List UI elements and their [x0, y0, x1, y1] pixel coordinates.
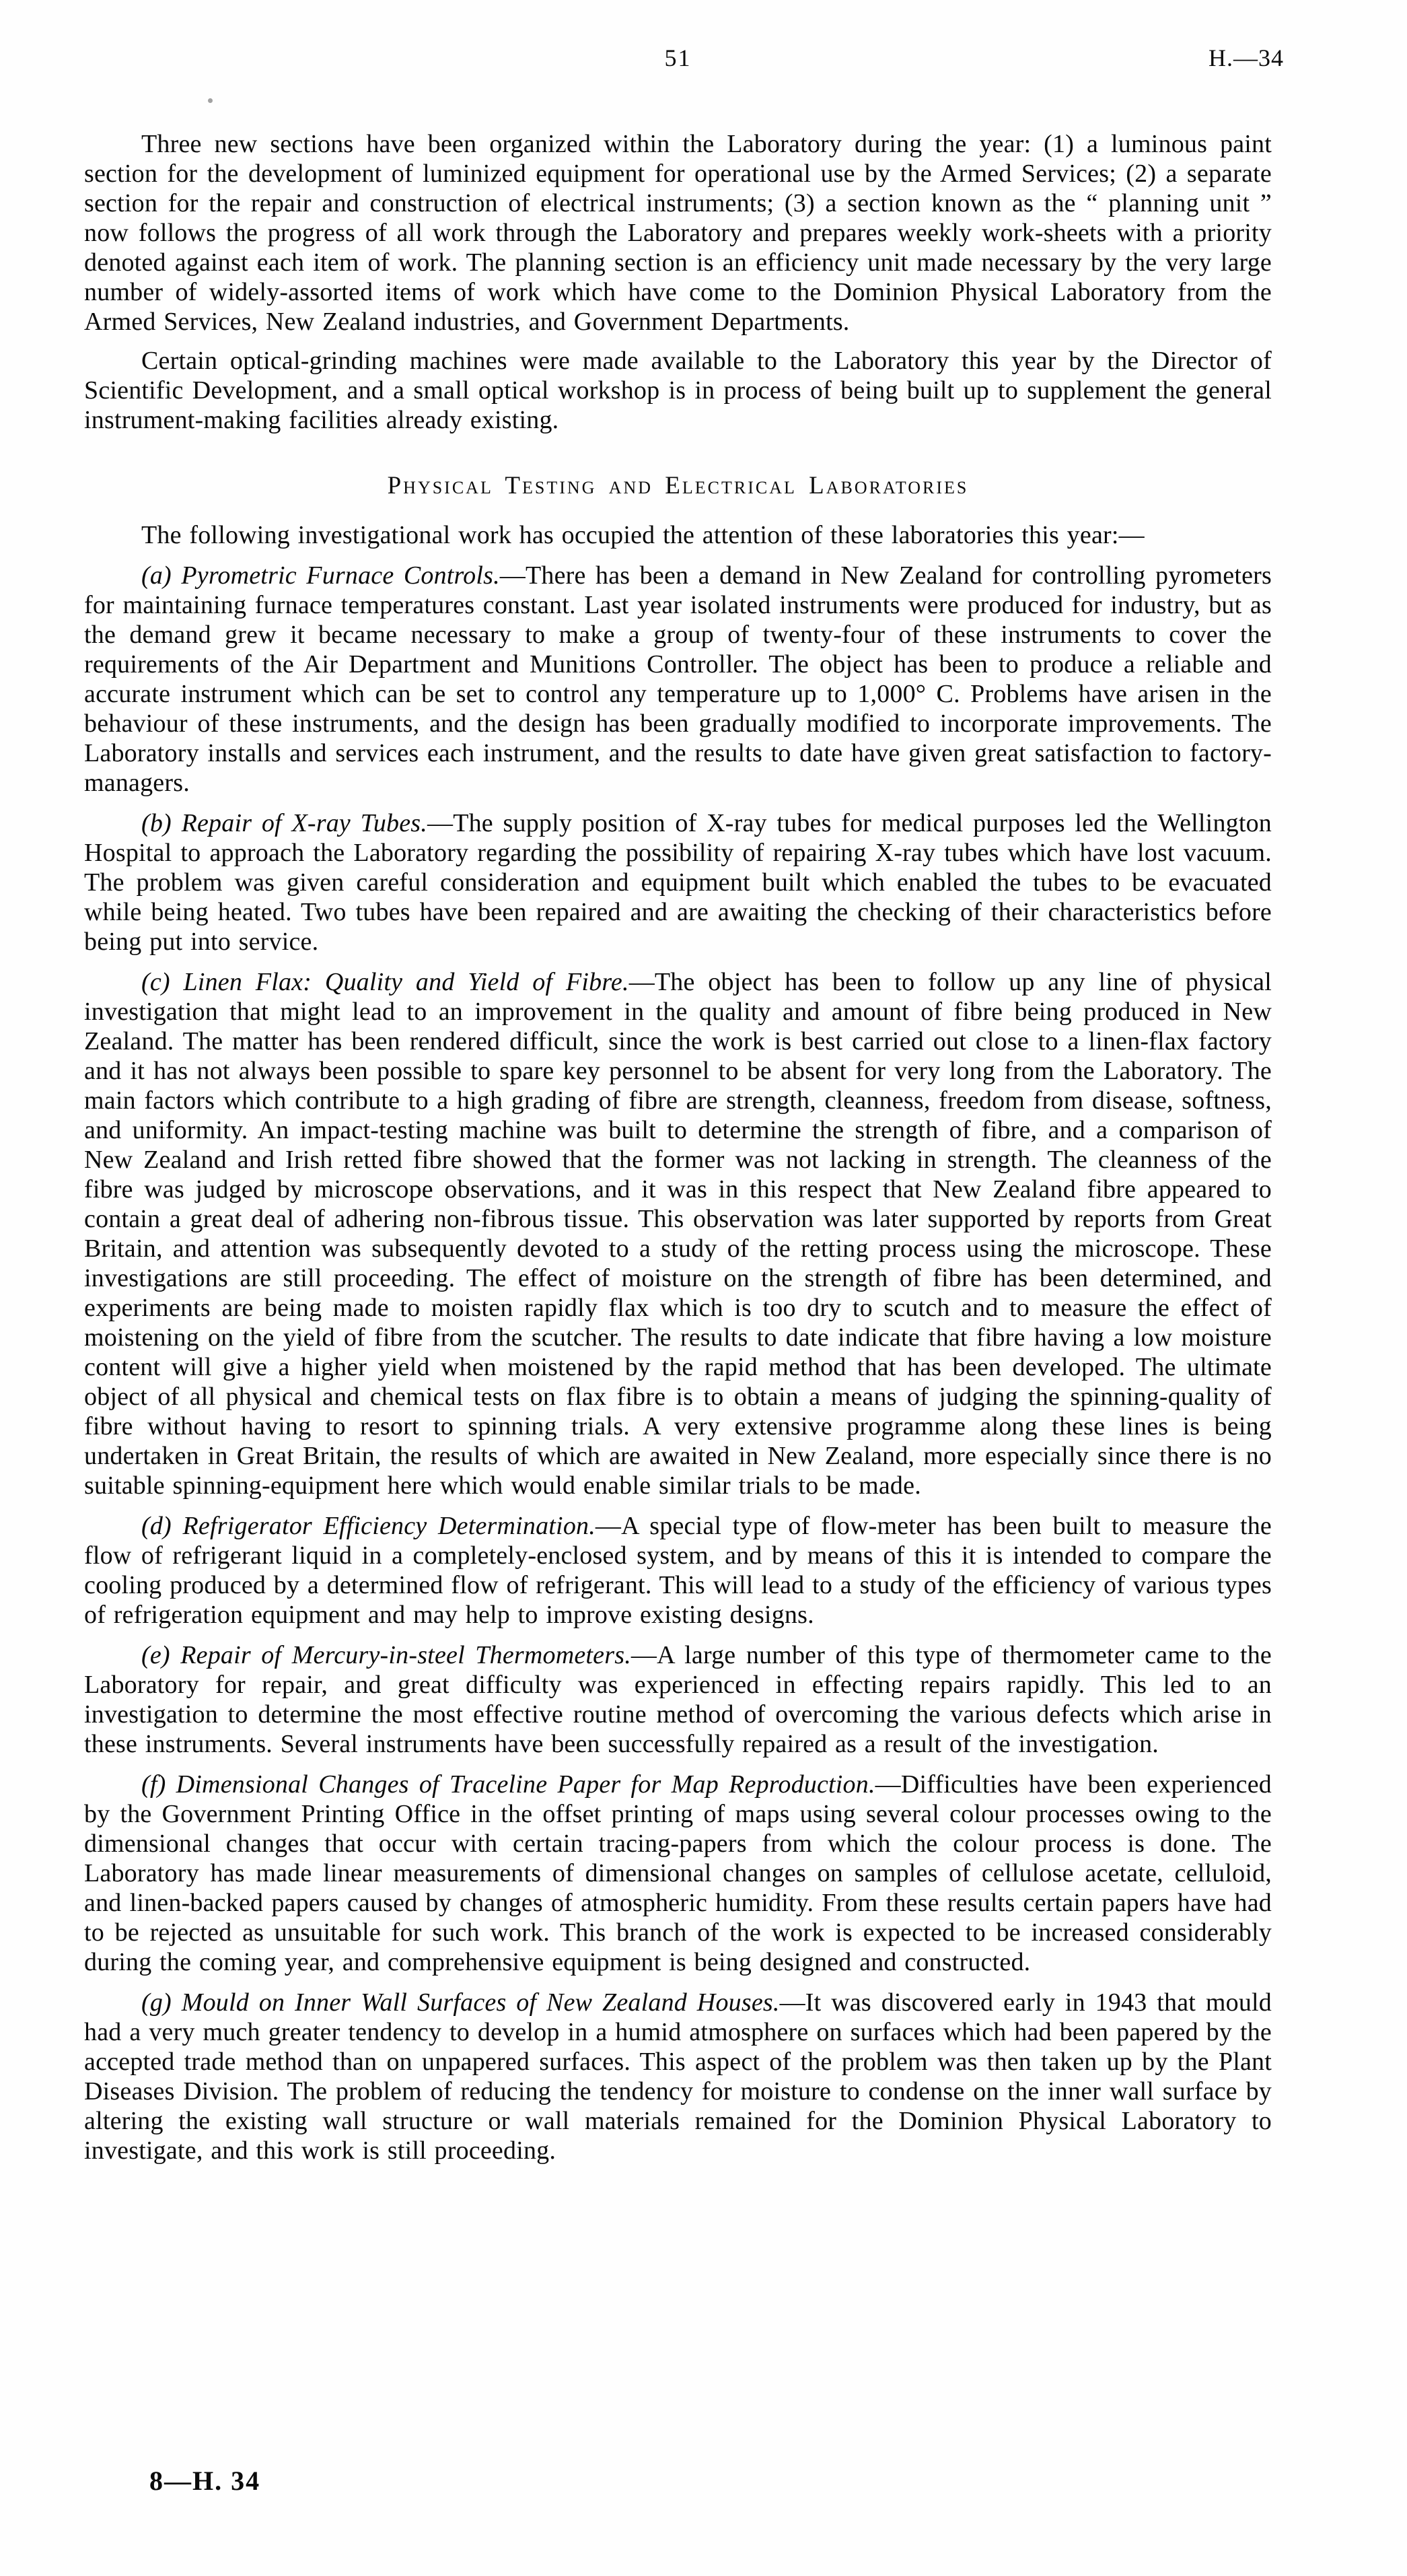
item-d-title: Refrigerator Efficiency Determination.	[182, 1512, 596, 1540]
report-item-b	[84, 808, 1272, 956]
item-e-label: (e)	[141, 1641, 170, 1669]
report-item-f	[84, 1770, 1272, 1977]
report-item-e	[84, 1640, 1272, 1759]
item-g-title: Mould on Inner Wall Surfaces of New Zealand Houses.	[181, 1988, 780, 2017]
item-f-label: (f)	[141, 1770, 166, 1799]
item-c-title: Linen Flax: Quality and Yield of Fibre.	[183, 968, 629, 996]
item-d-body: —A special type of flow-meter has been built to measure the flow of refrigerant liquid in a completely-enclosed system, and by means of this it is intended to compare the cooling produced by a determined flow of refrigerant. This will lead to a study of the efficiency of various types of refrigeration equipment and may help to improve existing designs.	[84, 1512, 1272, 1629]
report-item-c	[84, 967, 1272, 1500]
section-lead-paragraph: The following investigational work has occupied the attention of these laboratories this year:—	[141, 521, 1145, 549]
page-header	[84, 43, 1284, 74]
intro-paragraph-2: Certain optical-grinding machines were made available to the Laboratory this year by the Director of Scientific Development, and a small optical workshop is in process of being built up to supplement the general instrument-making facilities already existing.	[84, 347, 1272, 434]
intro-paragraph-1: Three new sections have been organized within the Laboratory during the year: (1) a luminous paint section for the development of luminized equipment for operational use by the Armed Services; (2) a separate section for the repair and construction of electrical instruments; (3) a section known as the “ planning unit ” now follows the progress of all work through the Laboratory and prepares weekly work-sheets with a priority denoted against each item of work. The planning section is an efficiency unit made necessary by the very large number of widely-assorted items of work which have come to the Dominion Physical Laboratory from the Armed Services, New Zealand industries, and Government Departments.	[84, 130, 1272, 336]
report-item-a	[84, 561, 1272, 798]
item-b-title: Repair of X-ray Tubes.	[181, 809, 427, 837]
item-b-label: (b)	[141, 809, 172, 837]
section-heading: Physical Testing and Electrical Laboratories	[387, 472, 969, 499]
page-number: 51	[664, 44, 692, 71]
item-e-body: —A large number of this type of thermometer came to the Laboratory for repair, and great difficulty was experienced in effecting repairs rapidly. This led to an investigation to determine the most effective routine method of overcoming the various defects which arise in these instruments. Several instruments have been successfully repaired as a result of the investigation.	[84, 1641, 1272, 1758]
item-a-label: (a)	[141, 561, 172, 590]
item-f-title: Dimensional Changes of Traceline Paper for Map Reproduction.	[176, 1770, 875, 1799]
page-content	[84, 0, 1284, 2165]
item-b-body: —The supply position of X-ray tubes for medical purposes led the Wellington Hospital to approach the Laboratory regarding the possibility of repairing X-ray tubes which have lost vacuum. The problem was given careful consideration and equipment built which enabled the tubes to be evacuated while being heated. Two tubes have been repaired and are awaiting the checking of their characteristics before being put into service.	[84, 809, 1272, 956]
item-g-label: (g)	[141, 1988, 172, 2017]
item-g-body: —It was discovered early in 1943 that mould had a very much greater tendency to develop in a humid atmosphere on surfaces which had been papered by the accepted trade method than on unpapered surfaces. This aspect of the problem was then taken up by the Plant Diseases Division. The problem of reducing the tendency for moisture to condense on the inner wall surface by altering the existing wall structure or wall materials remained for the Dominion Physical Laboratory to investigate, and this work is still proceeding.	[84, 1988, 1272, 2165]
item-d-label: (d)	[141, 1512, 172, 1540]
document-reference: H.—34	[1208, 44, 1284, 71]
item-a-body: —There has been a demand in New Zealand for controlling pyrometers for maintaining furnace temperatures constant. Last year isolated instruments were produced for industry, but as the demand grew it became necessary to make a group of twenty-four of these instruments to cover the requirements of the Air Department and Munitions Controller. The object has been to produce a reliable and accurate instrument which can be set to control any temperature up to 1,000° C. Problems have arisen in the behaviour of these instruments, and the design has been gradually modified to incorporate improvements. The Laboratory installs and services each instrument, and the results to date have given great satisfaction to factory-managers.	[84, 561, 1272, 797]
report-item-g	[84, 1988, 1272, 2165]
item-a-title: Pyrometric Furnace Controls.	[181, 561, 500, 590]
item-f-body: —Difficulties have been experienced by the Government Printing Office in the offset printing of maps using several colour processes owing to the dimensional changes that occur with certain tracing-papers from which the colour process is done. The Laboratory has made linear measurements of dimensional changes on samples of cellulose acetate, celluloid, and linen-backed papers caused by changes of atmospheric humidity. From these results certain papers have had to be rejected as unsuitable for such work. This branch of the work is expected to be increased considerably during the coming year, and comprehensive equipment is being designed and constructed.	[84, 1770, 1272, 1976]
footer-signature: 8—H. 34	[149, 2466, 261, 2496]
report-body	[84, 129, 1272, 2165]
item-c-label: (c)	[141, 968, 170, 996]
item-e-title: Repair of Mercury-in-steel Thermometers.	[180, 1641, 631, 1669]
item-c-body: —The object has been to follow up any line of physical investigation that might lead to an improvement in the quality and amount of fibre being produced in New Zealand. The matter has been rendered difficult, since the work is best carried out close to a linen-flax factory and it has not always been possible to spare key personnel to be absent for very long from the Laboratory. The main factors which contribute to a high grading of fibre are strength, cleanness, freedom from disease, softness, and uniformity. An impact-testing machine was built to determine the strength of fibre, and a comparison of New Zealand and Irish retted fibre showed that the former was not lacking in strength. The cleanness of the fibre was judged by microscope observations, and it was in this respect that New Zealand fibre appeared to contain a great deal of adhering non-fibrous tissue. This observation was later supported by reports from Great Britain, and attention was subsequently devoted to a study of the retting process using the microscope. These investigations are still proceeding. The effect of moisture on the strength of fibre has been determined, and experiments are being made to moisten rapidly flax which is too dry to scutch and to measure the effect of moistening on the yield of fibre from the scutcher. The results to date indicate that fibre having a low moisture content will give a higher yield when moistened by the rapid method that has been developed. The ultimate object of all physical and chemical tests on flax fibre is to obtain a means of judging the spinning-quality of fibre without having to resort to spinning trials. A very extensive programme along these lines is being undertaken in Great Britain, the results of which are awaited in New Zealand, more especially since there is no suitable spinning-equipment here which would enable similar trials to be made.	[84, 968, 1272, 1500]
report-item-d	[84, 1511, 1272, 1630]
